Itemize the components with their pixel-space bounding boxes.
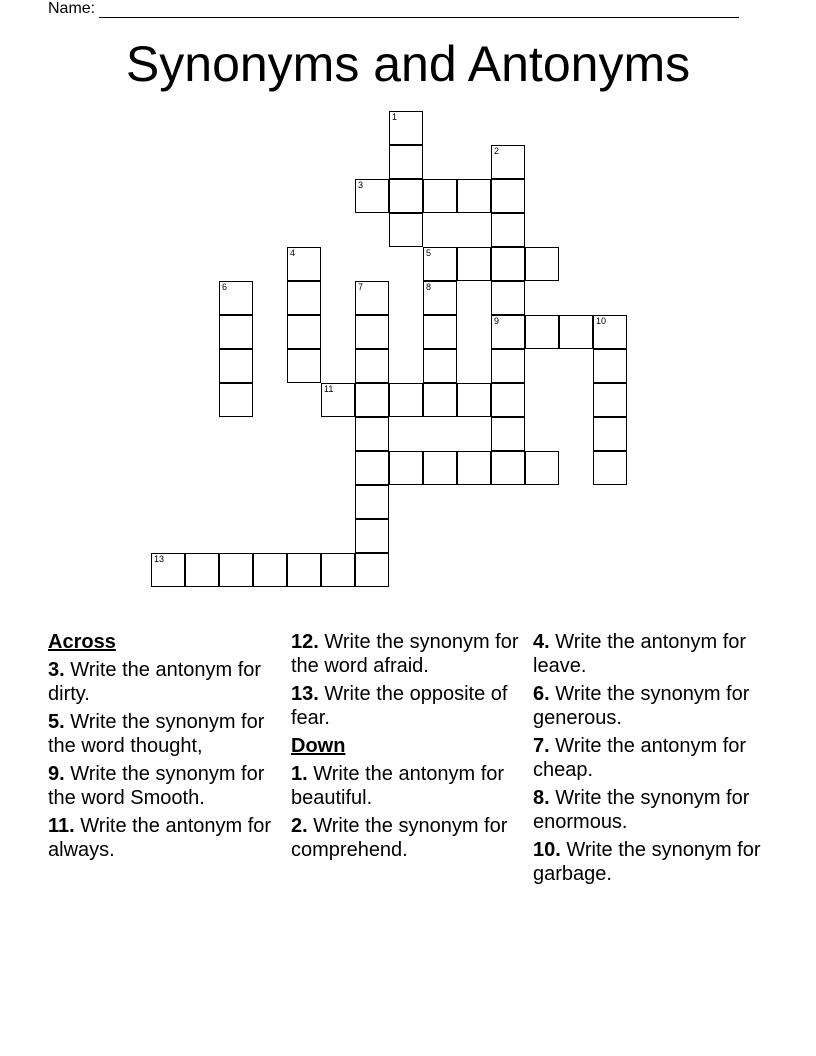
cell-number: 10 [596, 316, 607, 326]
grid-cell[interactable] [423, 179, 457, 213]
grid-cell[interactable] [491, 383, 525, 417]
grid-cell[interactable] [423, 349, 457, 383]
grid-cell[interactable] [423, 451, 457, 485]
grid-cell-1[interactable] [389, 111, 423, 145]
across-clue-3: 3. Write the antonym for dirty. [48, 659, 262, 705]
grid-cell[interactable] [355, 349, 389, 383]
grid-cell[interactable] [491, 247, 525, 281]
cell-number: 1 [392, 112, 398, 122]
grid-cell[interactable] [423, 383, 457, 417]
grid-cell[interactable] [355, 315, 389, 349]
grid-cell-3[interactable] [355, 179, 389, 213]
grid-cell[interactable] [491, 417, 525, 451]
grid-cell[interactable] [355, 451, 389, 485]
cell-number: 7 [358, 282, 364, 292]
down-clue-7: 7. Write the antonym for cheap. [533, 735, 747, 781]
grid-cell[interactable] [389, 213, 423, 247]
grid-cell[interactable] [525, 451, 559, 485]
across-heading: Across [48, 631, 116, 653]
grid-cell[interactable] [355, 485, 389, 519]
grid-cell[interactable] [525, 315, 559, 349]
cell-number: 6 [222, 282, 228, 292]
grid-cell[interactable] [457, 247, 491, 281]
grid-cell-9[interactable] [491, 315, 525, 349]
grid-cell[interactable] [593, 451, 627, 485]
grid-cell[interactable] [491, 213, 525, 247]
across-clue-11: 11. Write the antonym for always. [48, 815, 272, 861]
grid-cell[interactable] [423, 315, 457, 349]
grid-cell[interactable] [355, 519, 389, 553]
grid-cell[interactable] [593, 349, 627, 383]
grid-cell[interactable] [287, 315, 321, 349]
grid-cell[interactable] [253, 553, 287, 587]
grid-cell-8[interactable] [423, 281, 457, 315]
grid-cell[interactable] [287, 281, 321, 315]
down-clue-1: 1. Write the antonym for beautiful. [291, 763, 505, 809]
across-clue-5: 5. Write the synonym for the word thought, [48, 711, 265, 757]
across-clue-12: 12. Write the synonym for the word afraid. [291, 631, 519, 677]
clues-column-2 [291, 630, 527, 866]
grid-cell[interactable] [457, 451, 491, 485]
grid-cell[interactable] [491, 451, 525, 485]
grid-cell[interactable] [219, 553, 253, 587]
cell-number: 9 [494, 316, 500, 326]
down-clue-2: 2. Write the synonym for comprehend. [291, 815, 508, 861]
grid-cell[interactable] [219, 315, 253, 349]
page-title: Synonyms and Antonyms [125, 36, 691, 92]
grid-cell-6[interactable] [219, 281, 253, 315]
cell-number: 3 [358, 180, 364, 190]
cell-number: 8 [426, 282, 432, 292]
across-clue-13: 13. Write the opposite of fear. [291, 683, 508, 729]
grid-cell[interactable] [457, 383, 491, 417]
grid-cell[interactable] [219, 383, 253, 417]
grid-cell[interactable] [287, 553, 321, 587]
grid-cell-7[interactable] [355, 281, 389, 315]
grid-cell[interactable] [389, 179, 423, 213]
grid-cell[interactable] [491, 281, 525, 315]
grid-cell-5[interactable] [423, 247, 457, 281]
down-heading: Down [291, 735, 346, 757]
grid-cell[interactable] [389, 145, 423, 179]
down-clue-8: 8. Write the synonym for enormous. [533, 787, 750, 833]
grid-cell[interactable] [321, 553, 355, 587]
grid-cell[interactable] [185, 553, 219, 587]
grid-cell[interactable] [491, 349, 525, 383]
grid-cell[interactable] [389, 383, 423, 417]
cell-number: 5 [426, 248, 432, 258]
grid-cell-10[interactable] [593, 315, 627, 349]
cell-number: 13 [154, 554, 165, 564]
grid-cell[interactable] [559, 315, 593, 349]
grid-cell-11[interactable] [321, 383, 355, 417]
grid-cell[interactable] [525, 247, 559, 281]
cell-number: 11 [324, 384, 334, 394]
grid-cell[interactable] [593, 417, 627, 451]
grid-cell[interactable] [287, 349, 321, 383]
grid-cell-2[interactable] [491, 145, 525, 179]
down-clue-6: 6. Write the synonym for generous. [533, 683, 750, 729]
grid-cell[interactable] [457, 179, 491, 213]
down-clue-4: 4. Write the antonym for leave. [533, 631, 747, 677]
grid-cell[interactable] [355, 553, 389, 587]
grid-cell-13[interactable] [151, 553, 185, 587]
across-clue-9: 9. Write the synonym for the word Smooth. [48, 763, 265, 809]
grid-cell-4[interactable] [287, 247, 321, 281]
down-clue-10: 10. Write the synonym for garbage. [533, 839, 761, 885]
clues-column-3 [533, 630, 763, 890]
cell-number: 2 [494, 146, 500, 156]
grid-cell[interactable] [593, 383, 627, 417]
grid-cell[interactable] [355, 383, 389, 417]
grid-cell[interactable] [219, 349, 253, 383]
name-label: Name: [48, 0, 96, 17]
grid-cell[interactable] [355, 417, 389, 451]
grid-cell[interactable] [491, 179, 525, 213]
clues-column-1 [48, 630, 284, 866]
grid-cell[interactable] [389, 451, 423, 485]
cell-number: 4 [290, 248, 296, 258]
